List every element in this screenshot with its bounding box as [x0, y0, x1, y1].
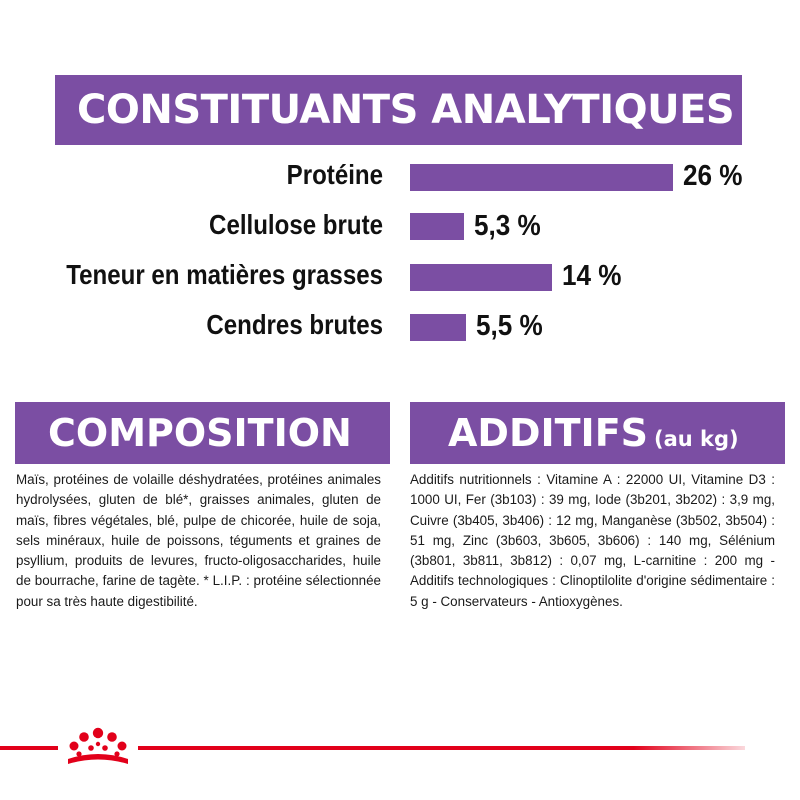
row-label-proteine: Protéine — [286, 159, 383, 190]
value-cellulose: 5,3 % — [474, 210, 541, 242]
value-matieres-grasses: 14 % — [562, 260, 622, 292]
composition-text: Maïs, protéines de volaille déshydratées, protéines animales hydrolysées, gluten de blé*, graisses animales, gluten de maïs, fibres végétales, blé, pulpe de chicorée, huile de soja, sels minéraux, huile de poissons, téguments et graines de psyllium, produits de levures, fructo-oligosaccharides, huile de bourrache, farine de tagète. * L.I.P. : protéine sélectionnée pour sa très haute digestibilité. — [16, 472, 381, 609]
additifs-subtitle: (au kg) — [654, 427, 739, 451]
value-cendres: 5,5 % — [476, 310, 543, 342]
analytics-title: CONSTITUANTS ANALYTIQUES — [55, 75, 742, 145]
value-proteine: 26 % — [683, 160, 743, 192]
bar-matieres-grasses — [410, 264, 552, 291]
row-label-cellulose: Cellulose brute — [209, 209, 383, 240]
row-label-matieres-grasses: Teneur en matières grasses — [66, 259, 383, 290]
composition-title: COMPOSITION — [15, 402, 390, 464]
additifs-text: Additifs nutritionnels : Vitamine A : 22000 UI, Vitamine D3 : 1000 UI, Fer (3b103) : 39 mg, Iode (3b201, 3b202) : 3,9 mg, Cuivre (3b405, 3b406) : 12 mg, Manganèse (3b502, 3b504) : 51 mg, Zinc (3b603, 3b605, 3b606) : 140 mg, Sélénium (3b801, 3b811, 3b812) : 0,07 mg, L-carnitine : 200 mg - Additifs technologiques : Clinoptilolite d'origine sédimentaire : 5 g - Conservateurs - Antioxygènes. — [410, 472, 775, 609]
bar-proteine — [410, 164, 673, 191]
royal-canin-crown-icon — [58, 718, 138, 770]
bar-cendres — [410, 314, 466, 341]
additifs-title: ADDITIFS — [448, 411, 649, 455]
bar-cellulose — [410, 213, 464, 240]
additifs-header — [410, 402, 785, 464]
row-label-cendres: Cendres brutes — [206, 309, 383, 340]
